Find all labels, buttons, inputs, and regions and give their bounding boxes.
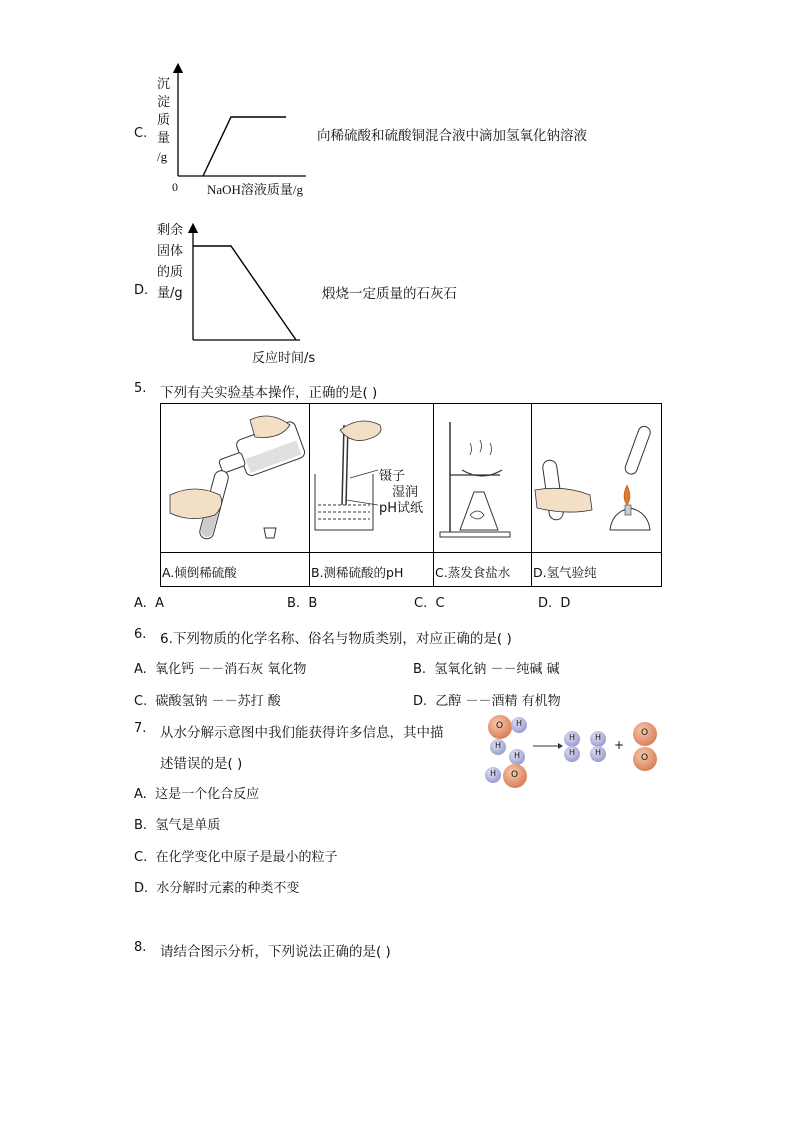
q8-number: 8.: [134, 940, 147, 955]
q7-number: 7.: [134, 721, 147, 736]
option-c-letter: C.: [134, 126, 148, 141]
atom-label-h: H: [516, 719, 523, 728]
q8-stem: 请结合图示分析，下列说法正确的是( ): [160, 944, 391, 960]
q5-choice-b[interactable]: B. B: [287, 596, 318, 611]
atom-label-h: H: [595, 733, 602, 742]
q7-choice-d[interactable]: D. 水分解时元素的种类不变: [134, 881, 300, 896]
option-d-description: 煅烧一定质量的石灰石: [322, 286, 457, 302]
option-c-xlabel: NaOH溶液质量/g: [207, 182, 304, 197]
q6-stem: 6.下列物质的化学名称、俗名与物质类别，对应正确的是( ): [160, 631, 512, 647]
q5-label-wet: 湿润: [392, 485, 419, 500]
q5-caption-a: A.倾倒稀硫酸: [162, 565, 237, 580]
q7-stem-line1: 从水分解示意图中我们能获得许多信息，其中描: [160, 725, 444, 741]
q5-number: 5.: [134, 381, 147, 396]
q6-choice-b[interactable]: B. 氢氧化钠 －－纯碱 碱: [413, 662, 560, 677]
q5-caption-d: D.氢气验纯: [533, 565, 597, 580]
q6-number: 6.: [134, 627, 147, 642]
plus-sign: +: [614, 738, 625, 752]
atom-label-h: H: [490, 769, 497, 778]
atom-label-h: H: [514, 751, 521, 760]
atom-label-h: H: [495, 741, 502, 750]
atom-label-o: O: [496, 721, 504, 731]
atom-label-h: H: [569, 748, 576, 757]
q7-stem-line2: 述错误的是( ): [160, 756, 243, 772]
atom-label-h: H: [569, 733, 576, 742]
q6-choice-a[interactable]: A. 氧化钙 －－消石灰 氧化物: [134, 662, 307, 677]
q7-choice-a[interactable]: A. 这是一个化合反应: [134, 787, 260, 802]
q5-caption-b: B.测稀硫酸的pH: [311, 565, 404, 580]
q6-choice-d[interactable]: D. 乙醇 －－酒精 有机物: [413, 694, 561, 709]
q5-choice-c[interactable]: C. C: [414, 596, 445, 611]
option-c-ylabel: 沉 淀 质 量 /g: [157, 77, 171, 164]
q5-choice-a[interactable]: A. A: [134, 596, 164, 611]
option-d-ylabel: 剩余 固体 的质 量/g: [157, 223, 184, 301]
q5-choice-d[interactable]: D. D: [538, 596, 571, 611]
atom-label-o: O: [641, 728, 649, 738]
option-d-letter: D.: [134, 283, 149, 298]
atom-label-o: O: [511, 770, 519, 780]
q7-choice-c[interactable]: C. 在化学变化中原子是最小的粒子: [134, 850, 338, 865]
q5-label-ph-paper: pH试纸: [379, 501, 424, 516]
option-c-description: 向稀硫酸和硫酸铜混合液中滴加氢氧化钠溶液: [317, 128, 587, 144]
option-d-xlabel: 反应时间/s: [252, 351, 316, 366]
q6-choice-c[interactable]: C. 碳酸氢钠 －－苏打 酸: [134, 694, 281, 709]
q5-label-tweezers: 镊子: [379, 469, 406, 484]
q7-choice-b[interactable]: B. 氢气是单质: [134, 818, 221, 833]
option-c-origin: 0: [172, 180, 178, 194]
q5-caption-c: C.蒸发食盐水: [435, 565, 511, 580]
q5-stem: 下列有关实验基本操作，正确的是( ): [160, 385, 378, 401]
atom-label-o: O: [641, 753, 649, 763]
atom-label-h: H: [595, 748, 602, 757]
